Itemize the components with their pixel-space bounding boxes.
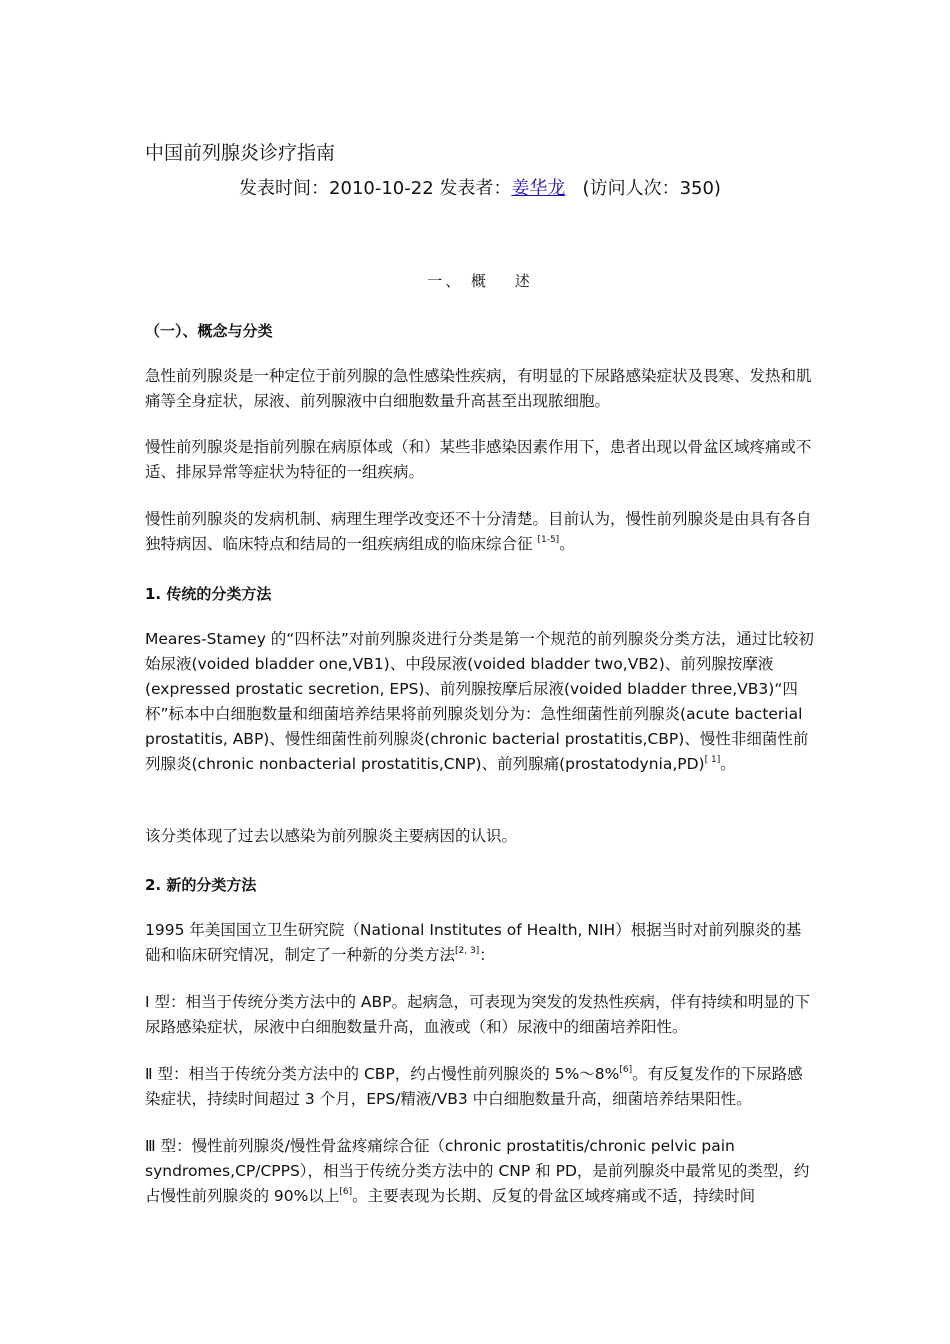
meta-suffix: (访问人次：350) <box>582 178 721 199</box>
section-heading: 一、 概 述 <box>427 272 533 290</box>
meta-prefix: 发表时间：2010-10-22 发表者： <box>239 178 512 199</box>
paragraph-type-3: Ⅲ 型：慢性前列腺炎/慢性骨盆疼痛综合征（chronic prostatitis/chronic pelvic pain syndromes,CP/CPPS），相当于传统分类方法中的 CNP 和 PD，是前列腺炎中最常见的类型，约占慢性前列腺炎的 90%以上[6]。主要表现为长期、反复的骨盆区域疼痛或不适，持续时间 <box>145 1137 810 1205</box>
citation: [6] <box>619 1065 633 1075</box>
paragraph-text: 慢性前列腺炎的发病机制、病理生理学改变还不十分清楚。目前认为，慢性前列腺炎是由具有各自独特病因、临床特点和结局的一组疾病组成的临床综合征 <box>145 510 812 553</box>
citation: [2, 3] <box>455 946 480 956</box>
paragraph-nih: 1995 年美国国立卫生研究院（National Institutes of Health, NIH）根据当时对前列腺炎的基础和临床研究情况，制定了一种新的分类方法[2, 3]： <box>145 921 802 964</box>
heading-traditional: 1. 传统的分类方法 <box>145 585 272 603</box>
citation: [6] <box>339 1187 353 1197</box>
paragraph-text: Ⅱ 型：相当于传统分类方法中的 CBP，约占慢性前列腺炎的 5%～8% <box>145 1065 620 1083</box>
paragraph-mechanism: 慢性前列腺炎的发病机制、病理生理学改变还不十分清楚。目前认为，慢性前列腺炎是由具有各自独特病因、临床特点和结局的一组疾病组成的临床综合征 [1-5]。 <box>145 510 812 553</box>
paragraph-summary: 该分类体现了过去以感染为前列腺炎主要病因的认识。 <box>145 827 518 845</box>
paragraph-text: Ⅲ 型：慢性前列腺炎/慢性骨盆疼痛综合征（chronic prostatitis/chronic pelvic pain syndromes,CP/CPPS），相当于传统分类方法中的 CNP 和 PD，是前列腺炎中最常见的类型，约占慢性前列腺炎的 90%以上 <box>145 1137 810 1205</box>
paragraph-type-2: Ⅱ 型：相当于传统分类方法中的 CBP，约占慢性前列腺炎的 5%～8%[6]。有反复发作的下尿路感染症状，持续时间超过 3 个月，EPS/精液/VB3 中白细胞数量升高，细菌培养结果阳性。 <box>145 1065 803 1108</box>
paragraph-acute: 急性前列腺炎是一种定位于前列腺的急性感染性疾病，有明显的下尿路感染症状及畏寒、发热和肌痛等全身症状，尿液、前列腺液中白细胞数量升高甚至出现脓细胞。 <box>145 367 812 410</box>
heading-new: 2. 新的分类方法 <box>145 876 257 894</box>
paragraph-text: 1995 年美国国立卫生研究院（National Institutes of Health, NIH）根据当时对前列腺炎的基础和临床研究情况，制定了一种新的分类方法 <box>145 921 802 964</box>
citation: [1-5] <box>537 535 560 545</box>
paragraph-type-1: Ⅰ 型：相当于传统分类方法中的 ABP。起病急，可表现为突发的发热性疾病，伴有持续和明显的下尿路感染症状，尿液中白细胞数量升高，血液或（和）尿液中的细菌培养阳性。 <box>145 993 811 1036</box>
paragraph-chronic: 慢性前列腺炎是指前列腺在病原体或（和）某些非感染因素作用下，患者出现以骨盆区域疼痛或不适、排尿异常等症状为特征的一组疾病。 <box>145 438 812 481</box>
subheading-concept: （一）、概念与分类 <box>145 322 273 340</box>
article-title: 中国前列腺炎诊疗指南 <box>145 142 336 164</box>
author-link[interactable]: 姜华龙 <box>511 178 566 199</box>
paragraph-text: Meares-Stamey 的“四杯法”对前列腺炎进行分类是第一个规范的前列腺炎分类方法，通过比较初始尿液(voided bladder one,VB1)、中段尿液(voided bladder two,VB2)、前列腺按摩液(expressed prostatic secretion, EPS)、前列腺按摩后尿液(voided bladder three,VB3)“四杯”标本中白细胞数量和细菌培养结果将前列腺炎划分为：急性细菌性前列腺炎(acute bacterial prostatitis, ABP)、慢性细菌性前列腺炎(chronic bacterial prostatitis,CBP)、慢性非细菌性前列腺炎(chronic nonbacterial prostatitis,CNP)、前列腺痛(prostatodynia,PD) <box>145 630 814 773</box>
citation: [ 1] <box>704 755 721 765</box>
paragraph-four-cup: Meares-Stamey 的“四杯法”对前列腺炎进行分类是第一个规范的前列腺炎分类方法，通过比较初始尿液(voided bladder one,VB1)、中段尿液(voided bladder two,VB2)、前列腺按摩液(expressed prostatic secretion, EPS)、前列腺按摩后尿液(voided bladder three,VB3)“四杯”标本中白细胞数量和细菌培养结果将前列腺炎划分为：急性细菌性前列腺炎(acute bacterial prostatitis, ABP)、慢性细菌性前列腺炎(chronic bacterial prostatitis,CBP)、慢性非细菌性前列腺炎(chronic nonbacterial prostatitis,CNP)、前列腺痛(prostatodynia,PD)[ 1]。 <box>145 630 814 773</box>
article-meta <box>145 174 815 200</box>
